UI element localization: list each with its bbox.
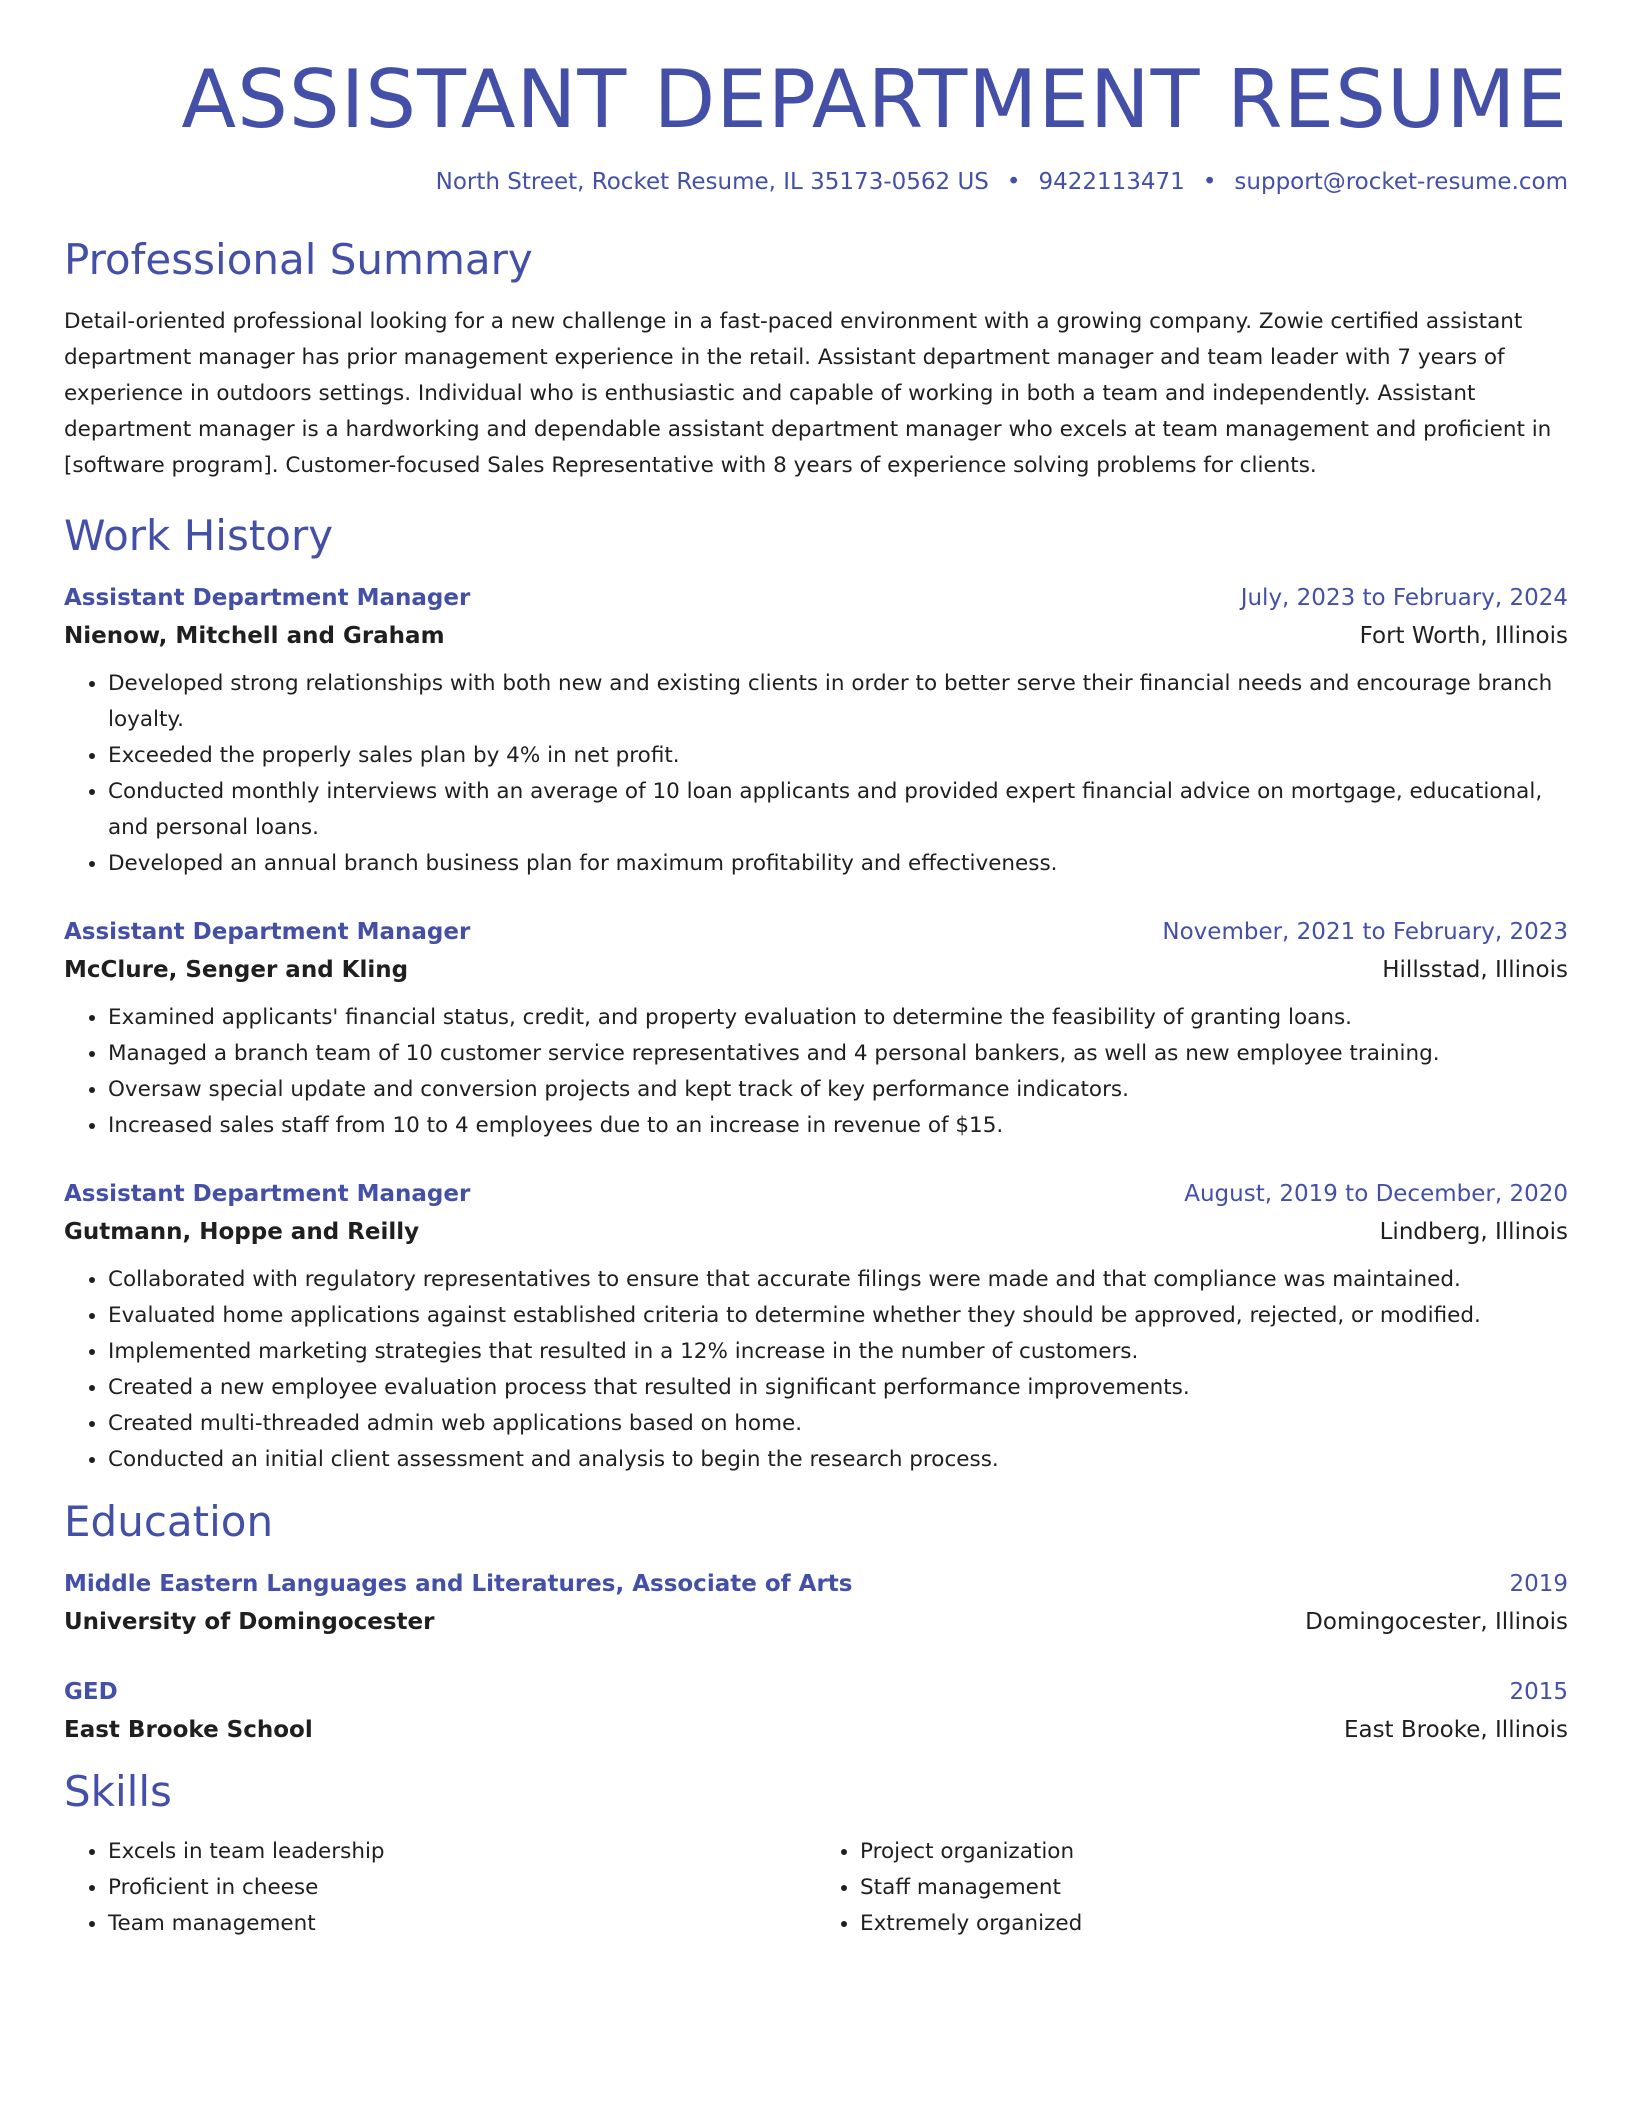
job-bullet: • Developed an annual branch business plan for maximum profitability and effectiveness.: [108, 846, 1568, 882]
work-history-section: [64, 510, 1568, 1478]
skills-grid: [64, 1834, 1568, 1942]
education-entry: [64, 1566, 1568, 1642]
job-dates: July, 2023 to February, 2024: [1240, 585, 1568, 611]
summary-section: [64, 234, 1568, 484]
job-bullet: • Conducted an initial client assessment and analysis to begin the research process.: [108, 1442, 1568, 1478]
job-title: Assistant Department Manager: [64, 585, 471, 611]
job-bullets: [64, 666, 1568, 882]
job-bullet: • Oversaw special update and conversion projects and kept track of key performance indicators.: [108, 1072, 1568, 1108]
education-location: Domingocester, Illinois: [1305, 1609, 1568, 1635]
job-bullets: [64, 1262, 1568, 1478]
education-location: East Brooke, Illinois: [1343, 1717, 1568, 1743]
education-degree: Middle Eastern Languages and Literatures, Associate of Arts: [64, 1571, 853, 1597]
job-location: Lindberg, Illinois: [1379, 1219, 1568, 1245]
education-degree-row: [64, 1566, 1568, 1602]
skills-column-right: [816, 1834, 1568, 1942]
education-school: East Brooke School: [64, 1717, 313, 1743]
education-school-row: [64, 1602, 1568, 1642]
job-bullet: • Conducted monthly interviews with an average of 10 loan applicants and provided expert financial advice on mortgage, educational, and personal loans.: [108, 774, 1568, 846]
skills-heading: Skills: [64, 1767, 172, 1816]
job-bullet: • Evaluated home applications against established criteria to determine whether they should be approved, rejected, or modified.: [108, 1298, 1568, 1334]
education-section: [64, 1496, 1568, 1750]
job-entry: [64, 1176, 1568, 1478]
skill-item: • Proficient in cheese: [108, 1870, 816, 1906]
contact-address: North Street, Rocket Resume, IL 35173-0562 US: [435, 169, 989, 195]
summary-heading: Professional Summary: [64, 235, 533, 284]
contact-line: [64, 166, 1568, 198]
job-bullet: • Developed strong relationships with both new and existing clients in order to better serve their financial needs and encourage branch loyalty.: [108, 666, 1568, 738]
education-degree: GED: [64, 1679, 118, 1705]
job-entry: [64, 580, 1568, 882]
skill-item: • Team management: [108, 1906, 816, 1942]
contact-separator: •: [1006, 169, 1021, 195]
job-title: Assistant Department Manager: [64, 1181, 471, 1207]
job-company: Nienow, Mitchell and Graham: [64, 623, 445, 649]
job-dates: August, 2019 to December, 2020: [1184, 1181, 1568, 1207]
job-title-row: [64, 914, 1568, 950]
education-school-row: [64, 1710, 1568, 1750]
job-title: Assistant Department Manager: [64, 919, 471, 945]
skills-column-left: [64, 1834, 816, 1942]
job-title-row: [64, 580, 1568, 616]
skill-item: • Project organization: [860, 1834, 1568, 1870]
skill-item: • Excels in team leadership: [108, 1834, 816, 1870]
education-heading: Education: [64, 1497, 274, 1546]
skill-item: • Extremely organized: [860, 1906, 1568, 1942]
skill-item: • Staff management: [860, 1870, 1568, 1906]
education-entry: [64, 1674, 1568, 1750]
education-year: 2015: [1509, 1679, 1568, 1705]
job-company-row: [64, 950, 1568, 990]
contact-separator: •: [1202, 169, 1217, 195]
job-title-row: [64, 1176, 1568, 1212]
job-bullet: • Exceeded the properly sales plan by 4% in net profit.: [108, 738, 1568, 774]
work-history-heading: Work History: [64, 511, 334, 560]
job-company: Gutmann, Hoppe and Reilly: [64, 1219, 420, 1245]
job-bullets: [64, 1000, 1568, 1144]
job-bullet: • Implemented marketing strategies that resulted in a 12% increase in the number of customers.: [108, 1334, 1568, 1370]
job-company-row: [64, 616, 1568, 656]
education-school: University of Domingocester: [64, 1609, 435, 1635]
job-entry: [64, 914, 1568, 1144]
education-year: 2019: [1509, 1571, 1568, 1597]
contact-email: support@rocket-resume.com: [1234, 169, 1568, 195]
job-bullet: • Increased sales staff from 10 to 4 employees due to an increase in revenue of $15.: [108, 1108, 1568, 1144]
education-degree-row: [64, 1674, 1568, 1710]
skills-section: [64, 1766, 1568, 1942]
contact-phone: 9422113471: [1038, 169, 1185, 195]
job-company-row: [64, 1212, 1568, 1252]
job-location: Hillsstad, Illinois: [1382, 957, 1568, 983]
job-location: Fort Worth, Illinois: [1359, 623, 1568, 649]
resume-name: ASSISTANT DEPARTMENT RESUME: [181, 53, 1568, 146]
summary-text: Detail-oriented professional looking for a new challenge in a fast-paced environment with a growing company. Zowie certified assistant department manager has prior management experience in the retail. Assistant department manager and team leader with 7 years of experience in outdoors settings. Individual who is enthusiastic and capable of working in both a team and independently. Assistant department manager is a hardworking and dependable assistant department manager who excels at team management and proficient in [software program]. Customer-focused Sales Representative with 8 years of experience solving problems for clients.: [64, 309, 1552, 478]
job-bullet: • Collaborated with regulatory representatives to ensure that accurate filings were made and that compliance was maintained.: [108, 1262, 1568, 1298]
job-bullet: • Managed a branch team of 10 customer service representatives and 4 personal bankers, as well as new employee training.: [108, 1036, 1568, 1072]
job-bullet: • Created a new employee evaluation process that resulted in significant performance improvements.: [108, 1370, 1568, 1406]
job-dates: November, 2021 to February, 2023: [1162, 919, 1568, 945]
job-bullet: • Examined applicants' financial status, credit, and property evaluation to determine the feasibility of granting loans.: [108, 1000, 1568, 1036]
job-bullet: • Created multi-threaded admin web applications based on home.: [108, 1406, 1568, 1442]
resume-header: [64, 52, 1568, 198]
job-company: McClure, Senger and Kling: [64, 957, 409, 983]
